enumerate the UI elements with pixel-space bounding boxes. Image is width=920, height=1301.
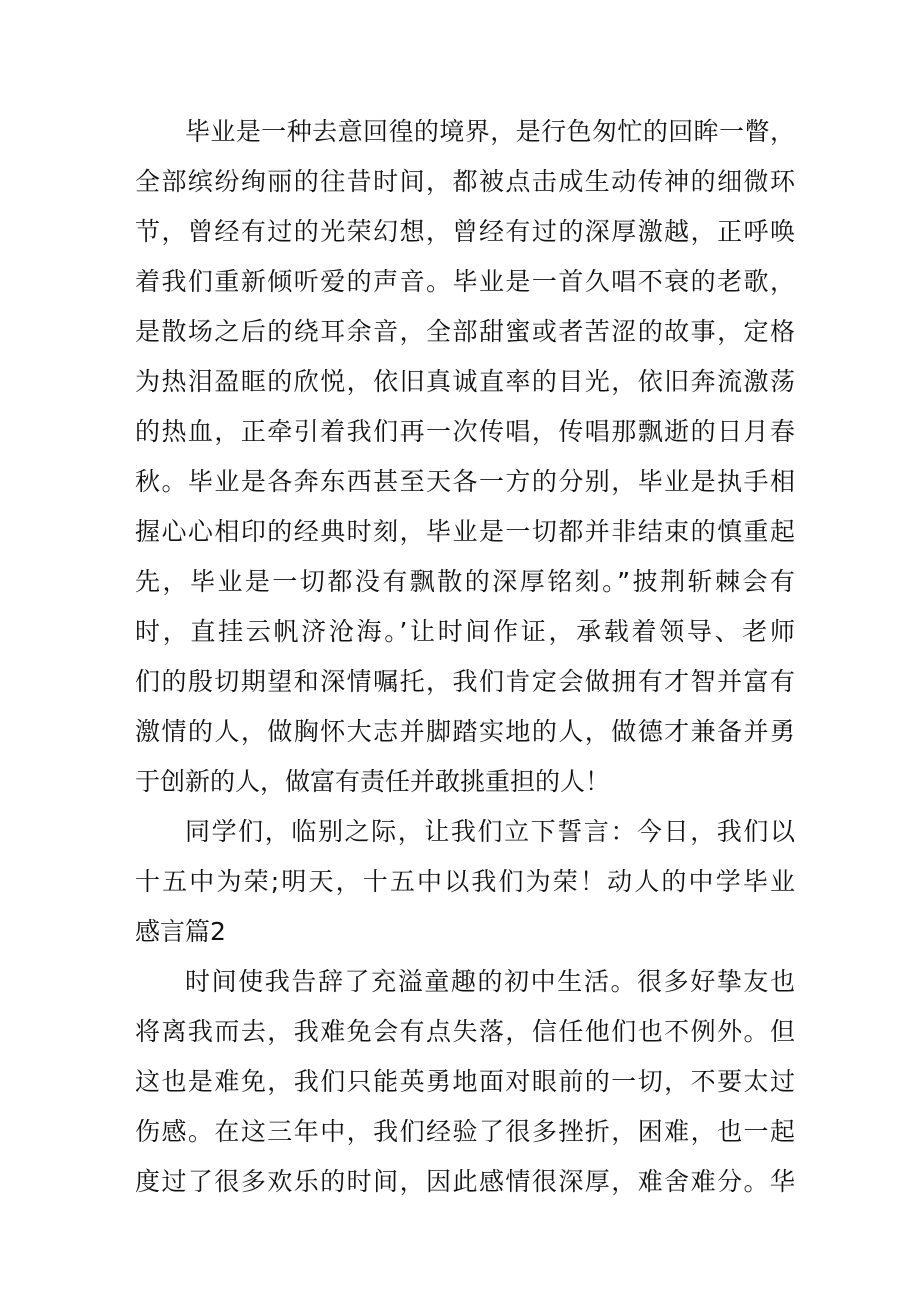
text-line: 秋。毕业是各奔东西甚至天各一方的分别，毕业是执手相 bbox=[135, 467, 795, 496]
text-line: 为热泪盈眶的欣悦，依旧真诚直率的目光，依旧奔流激荡 bbox=[135, 367, 795, 396]
text-line: 节，曾经有过的光荣幻想，曾经有过的深厚激越，正呼唤 bbox=[135, 217, 795, 246]
text-line: 十五中为荣;明天，十五中以我们为荣！动人的中学毕业 bbox=[135, 867, 795, 896]
text-line: 于创新的人，做富有责任并敢挑重担的人！ bbox=[135, 767, 611, 796]
text-line: 激情的人，做胸怀大志并脚踏实地的人，做德才兼备并勇 bbox=[135, 717, 795, 746]
text-line: 握心心相印的经典时刻，毕业是一切都并非结束的慎重起 bbox=[135, 517, 795, 546]
text-line: 全部缤纷绚丽的往昔时间，都被点击成生动传神的细微环 bbox=[135, 167, 795, 196]
text-line: 同学们，临别之际，让我们立下誓言：今日，我们以 bbox=[185, 817, 795, 846]
text-line: 先，毕业是一切都没有飘散的深厚铭刻。”披荆斩棘会有 bbox=[135, 567, 795, 596]
text-line: 毕业是一种去意回徨的境界，是行色匆忙的回眸一瞥， bbox=[185, 117, 795, 146]
text-line: 们的殷切期望和深情嘱托，我们肯定会做拥有才智并富有 bbox=[135, 667, 795, 696]
text-line: 的热血，正牵引着我们再一次传唱，传唱那飘逝的日月春 bbox=[135, 417, 795, 446]
text-line: 这也是难免，我们只能英勇地面对眼前的一切，不要太过 bbox=[135, 1067, 795, 1096]
text-line: 时，直挂云帆济沧海。’让时间作证，承载着领导、老师 bbox=[135, 617, 795, 646]
section-heading: 感言篇2 bbox=[135, 917, 226, 946]
text-line: 时间使我告辞了充溢童趣的初中生活。很多好挚友也 bbox=[185, 967, 795, 996]
text-line: 是散场之后的绕耳余音，全部甜蜜或者苦涩的故事，定格 bbox=[135, 317, 795, 346]
text-line: 度过了很多欢乐的时间，因此感情很深厚，难舍难分。华 bbox=[135, 1167, 795, 1196]
text-line: 着我们重新倾听爱的声音。毕业是一首久唱不衰的老歌， bbox=[135, 267, 795, 296]
text-line: 伤感。在这三年中，我们经验了很多挫折，困难，也一起 bbox=[135, 1117, 795, 1146]
text-line: 将离我而去，我难免会有点失落，信任他们也不例外。但 bbox=[135, 1017, 795, 1046]
